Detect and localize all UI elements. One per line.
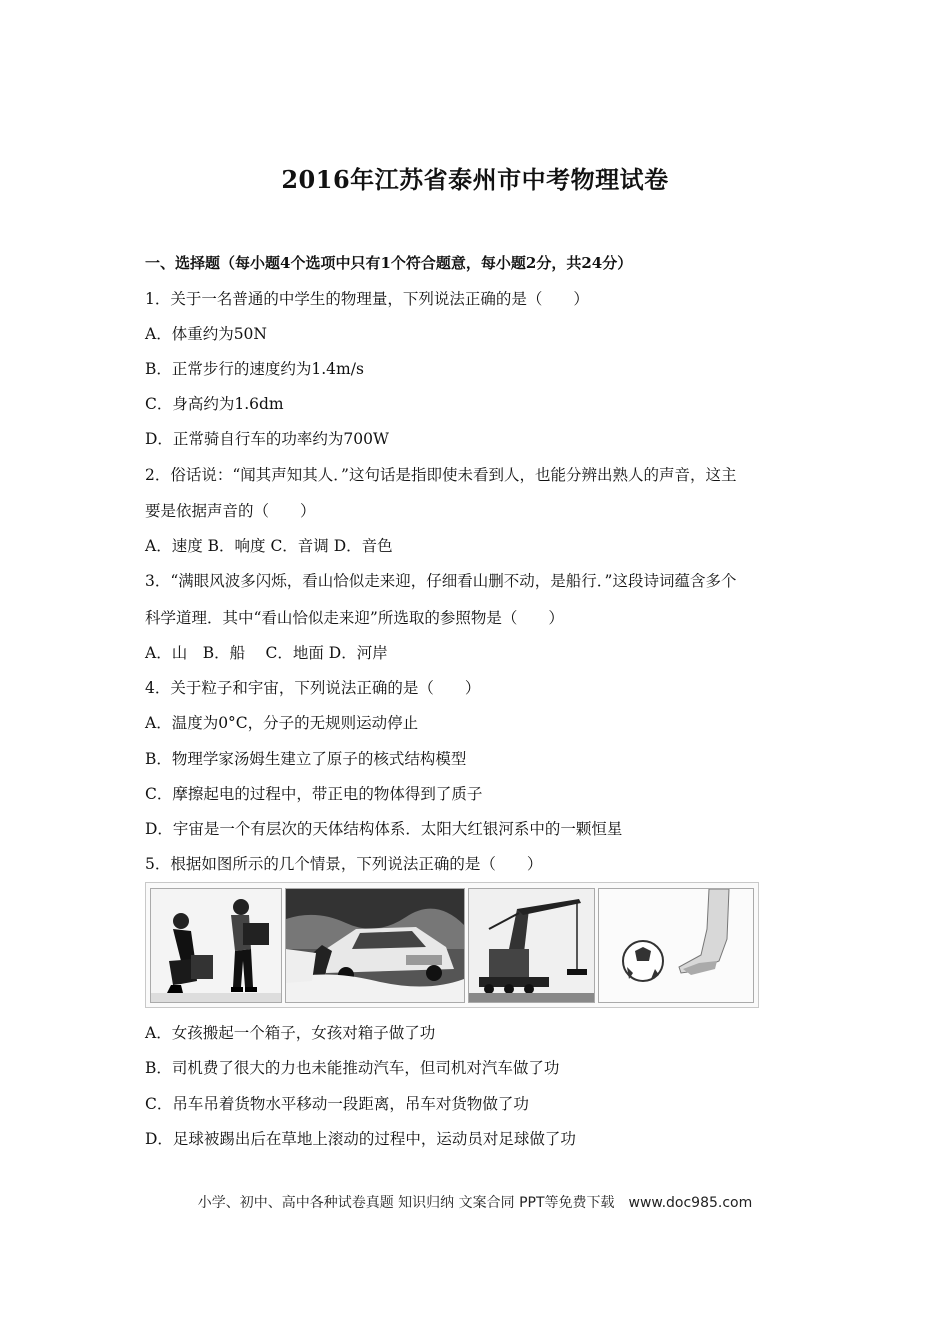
q3-options: A．山 B．船 C．地面 D．河岸 <box>145 644 388 662</box>
q3-stem-line2: 科学道理．其中“看山恰似走来迎”所选取的参照物是（ ） <box>145 609 564 627</box>
q4-stem: 4．关于粒子和宇宙，下列说法正确的是（ ） <box>145 679 481 697</box>
q1-option-a: A．体重约为50N <box>145 325 267 343</box>
football-kick-image <box>598 888 754 1003</box>
q5-stem: 5．根据如图所示的几个情景，下列说法正确的是（ ） <box>145 855 543 873</box>
q3-stem-line1: 3．“满眼风波多闪烁，看山恰似走来迎，仔细看山删不动，是船行．”这段诗词蕴含多个 <box>145 572 737 590</box>
q1-stem: 1．关于一名普通的中学生的物理量，下列说法正确的是（ ） <box>145 290 589 308</box>
q2-options: A．速度 B．响度 C．音调 D．音色 <box>145 537 393 555</box>
girl-lifting-box-image <box>150 888 282 1003</box>
q5-option-d: D．足球被踢出后在草地上滚动的过程中，运动员对足球做了功 <box>145 1130 576 1148</box>
q2-stem-line2: 要是依据声音的（ ） <box>145 502 316 520</box>
exam-title: 2016年江苏省泰州市中考物理试卷 <box>281 165 669 194</box>
q1-option-b: B．正常步行的速度约为1.4m/s <box>145 360 364 378</box>
q4-option-b: B．物理学家汤姆生建立了原子的核式结构模型 <box>145 750 467 768</box>
q1-option-d: D．正常骑自行车的功率约为700W <box>145 430 389 448</box>
q4-option-c: C．摩擦起电的过程中，带正电的物体得到了质子 <box>145 785 483 803</box>
q5-option-c: C．吊车吊着货物水平移动一段距离，吊车对货物做了功 <box>145 1095 529 1113</box>
q4-option-d: D．宇宙是一个有层次的天体结构体系．太阳大红银河系中的一颗恒星 <box>145 820 623 838</box>
q2-stem-line1: 2．俗话说：“闻其声知其人．”这句话是指即使未看到人，也能分辨出熟人的声音，这主 <box>145 466 737 484</box>
q5-option-a: A．女孩搬起一个箱子，女孩对箱子做了功 <box>145 1024 436 1042</box>
q4-option-a: A．温度为0°C，分子的无规则运动停止 <box>145 714 419 732</box>
crane-image <box>468 888 595 1003</box>
q5-figure <box>145 882 759 1008</box>
q1-option-c: C．身高约为1.6dm <box>145 395 284 413</box>
car-push-image <box>285 888 465 1003</box>
section-heading: 一、选择题（每小题4个选项中只有1个符合题意，每小题2分，共24分） <box>145 254 633 272</box>
q5-option-b: B．司机费了很大的力也未能推动汽车，但司机对汽车做了功 <box>145 1059 560 1077</box>
footer-download-text: 小学、初中、高中各种试卷真题 知识归纳 文案合同 PPT等免费下载 www.doc985.com <box>197 1195 753 1211</box>
